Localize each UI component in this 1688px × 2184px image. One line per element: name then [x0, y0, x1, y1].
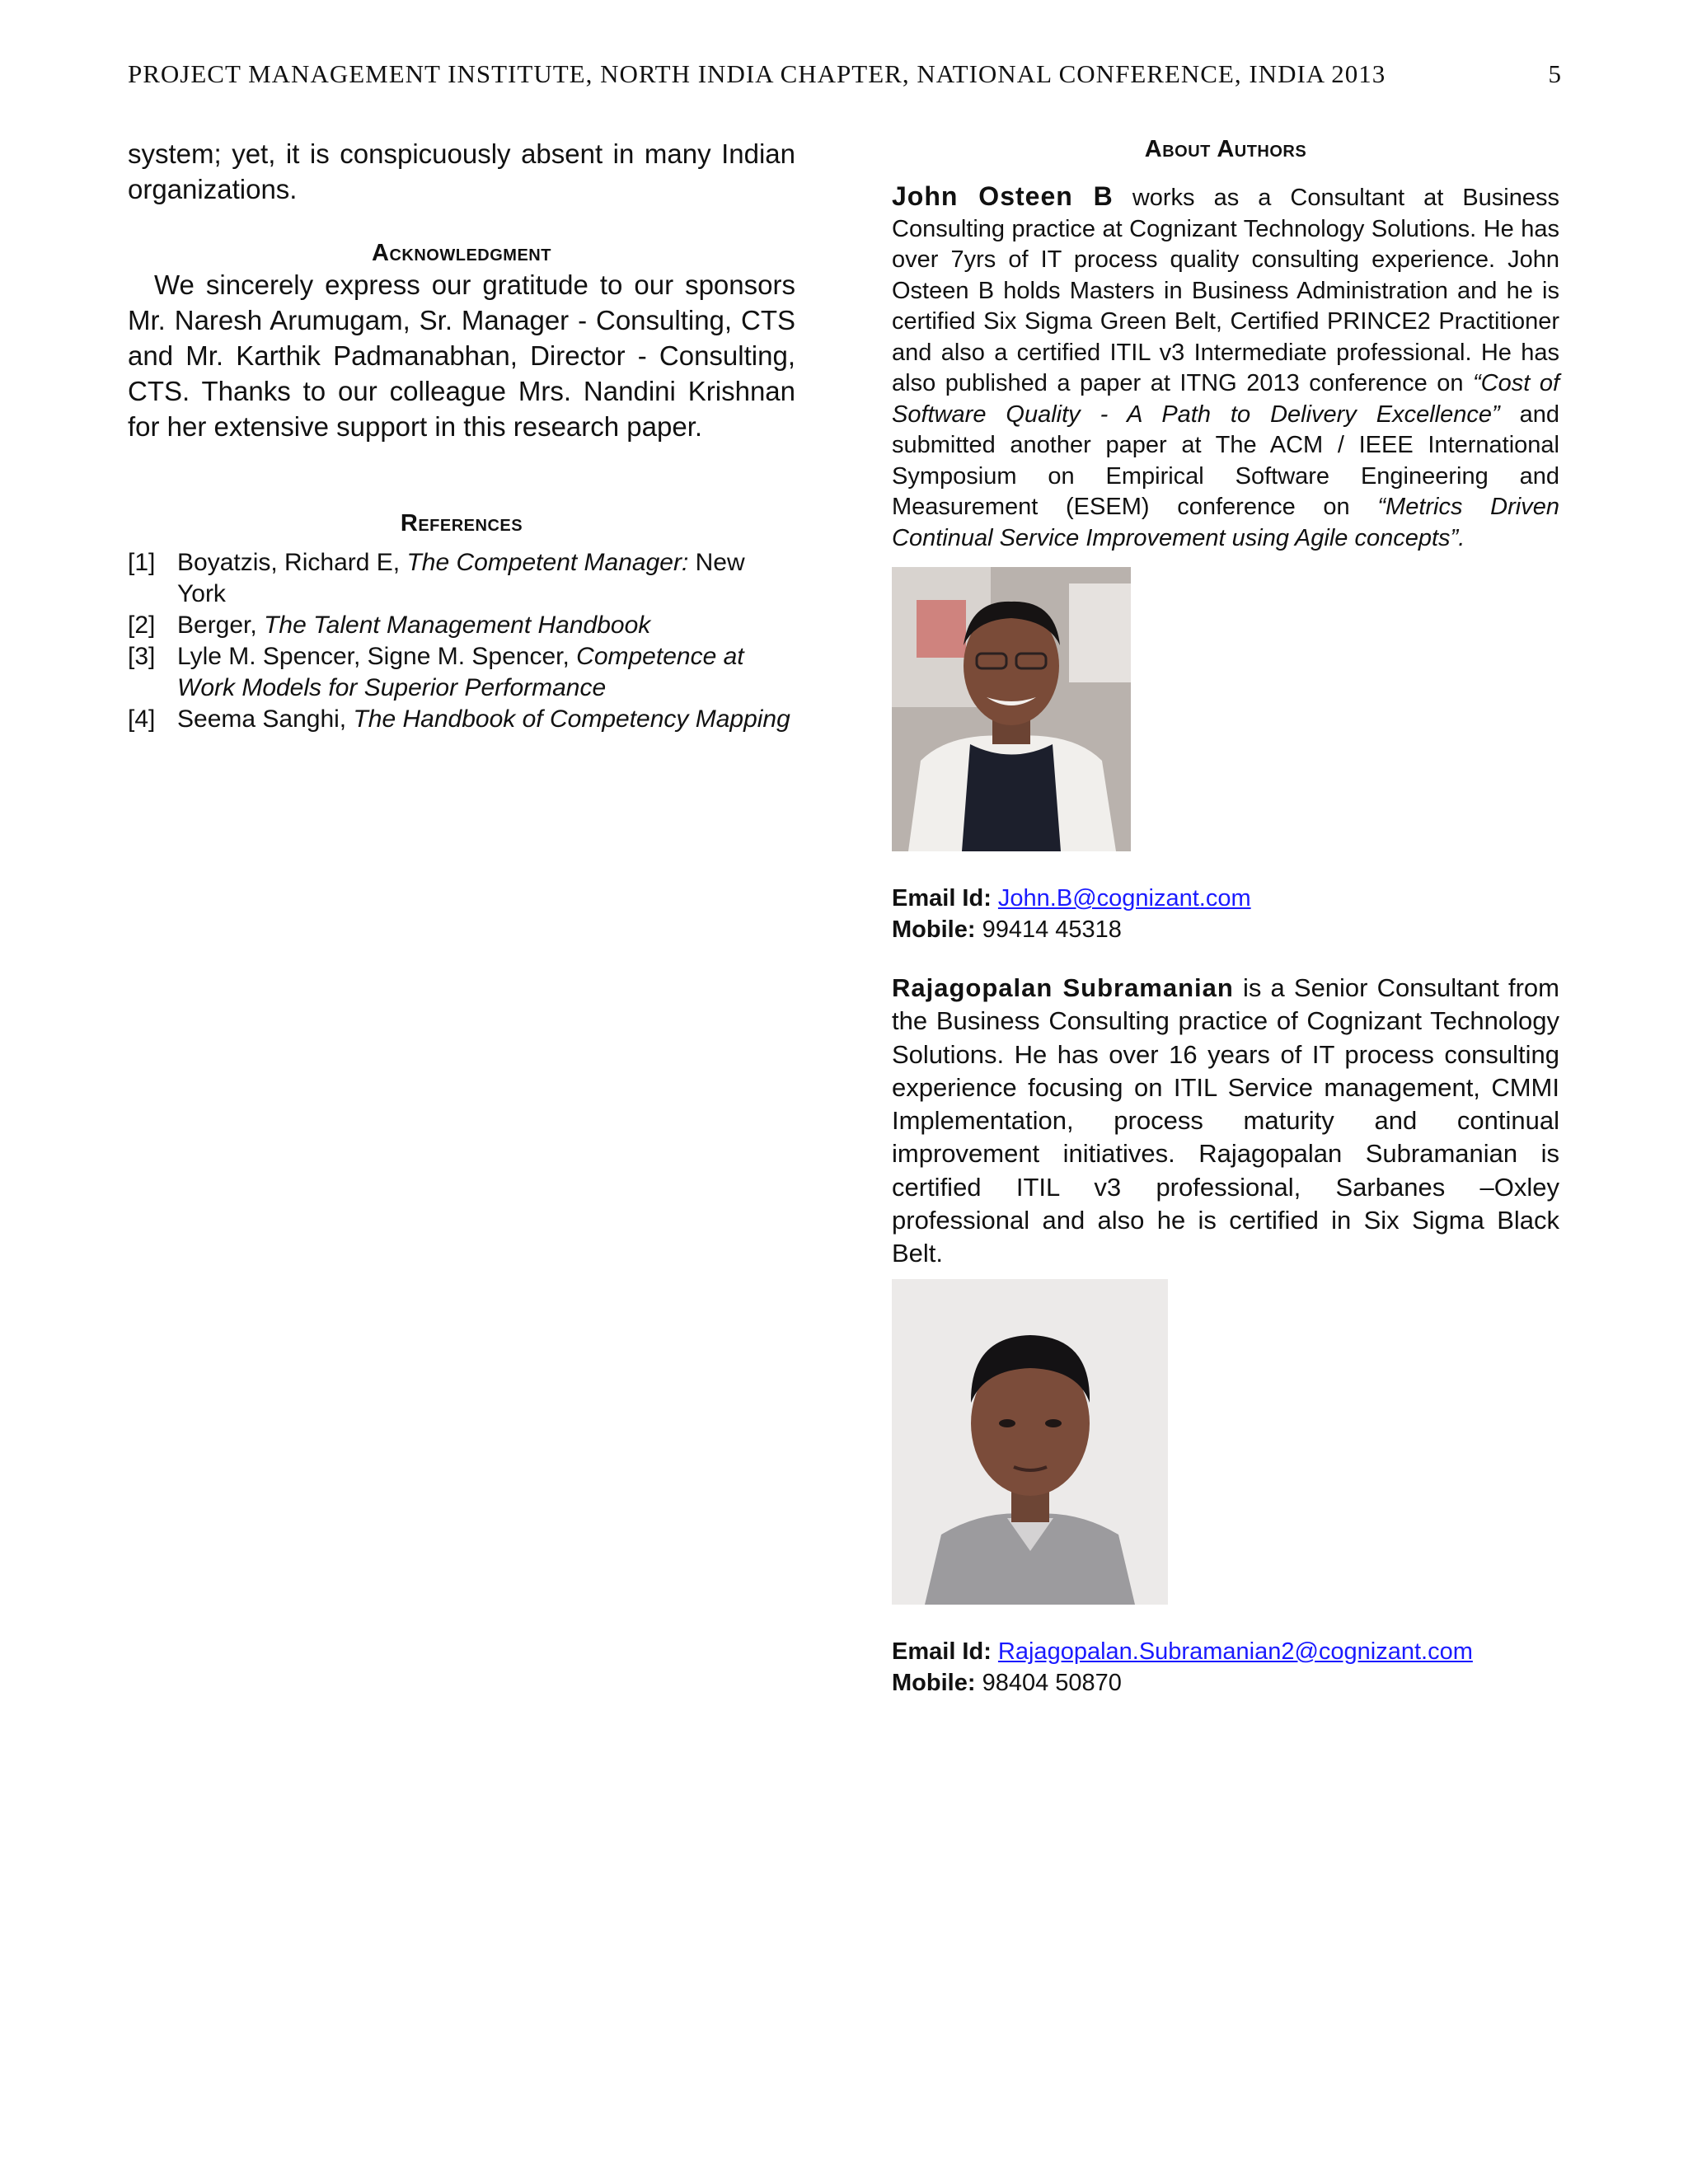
author2-photo — [892, 1279, 1168, 1605]
author2-name: Rajagopalan Subramanian — [892, 973, 1234, 1002]
author1-email-link[interactable]: John.B@cognizant.com — [997, 885, 1251, 912]
references-heading: References — [400, 510, 523, 537]
author1-contact: Email Id: John.B@cognizant.com Mobile: 99414 45318 — [892, 885, 1251, 943]
left-column — [128, 136, 795, 735]
continuation-paragraph: system; yet, it is conspicuously absent in many Indian organizations. — [128, 138, 795, 204]
author2-email-link[interactable]: Rajagopalan.Subramanian2@cognizant.com — [997, 1638, 1473, 1665]
author1-bio: John Osteen B works as a Consultant at Business Consulting practice at Cognizant Technology Solutions. He has over 7yrs of IT process quality consulting experience. John Osteen B holds Masters in Business Administration and he is certified Six Sigma Green Belt, Certified PRINCE2 Practitioner and also a certified ITIL v3 Intermediate professional. He has also published a paper at ITNG 2013 conference on “Cost of Software Quality - A Path to Delivery Excellence” and submitted another paper at The ACM / IEEE International Symposium on Empirical Software Engineering and Measurement (ESEM) conference on “Metrics Driven Continual Service Improvement using Agile concepts”. — [892, 181, 1560, 551]
running-header — [128, 59, 1562, 89]
right-column — [892, 136, 1559, 1699]
author2-mobile: 98404 50870 — [982, 1669, 1122, 1696]
running-title: PROJECT MANAGEMENT INSTITUTE, NORTH INDIA CHAPTER, NATIONAL CONFERENCE, INDIA 2013 — [128, 59, 1386, 88]
author1-name: John Osteen B — [892, 181, 1114, 211]
author2-contact: Email Id: Rajagopalan.Subramanian2@cognizant.com Mobile: 98404 50870 — [892, 1638, 1473, 1696]
acknowledgment-paragraph: We sincerely express our gratitude to our sponsors Mr. Naresh Arumugam, Sr. Manager - Consulting, CTS and Mr. Karthik Padmanabhan, Director - Consulting, CTS. Thanks to our colleague Mrs. Nandini Krishnan for her extensive support in this research paper. — [128, 269, 795, 442]
author1-photo — [892, 567, 1131, 851]
reference-item: [1] Boyatzis, Richard E, The Competent Manager: New York — [128, 549, 745, 607]
reference-item: [2] Berger, The Talent Management Handbook — [128, 612, 651, 639]
reference-item: [4] Seema Sanghi, The Handbook of Competency Mapping — [128, 705, 790, 733]
author1-mobile: 99414 45318 — [982, 916, 1122, 943]
page-number: 5 — [1548, 59, 1562, 88]
author2-bio: Rajagopalan Subramanian is a Senior Consultant from the Business Consulting practice of Cognizant Technology Solutions. He has over 16 years of IT process consulting experience focusing on ITIL Service management, CMMI Implementation, process maturity and continual improvement initiatives. Rajagopalan Subramanian is certified ITIL v3 professional, Sarbanes –Oxley professional and also he is certified in Six Sigma Black Belt. — [892, 973, 1559, 1268]
acknowledgment-heading: Acknowledgment — [372, 240, 551, 266]
about-authors-heading: About Authors — [1144, 136, 1307, 162]
reference-item: [3] Lyle M. Spencer, Signe M. Spencer, Competence at Work Models for Superior Performance — [128, 643, 744, 701]
references-list — [128, 547, 795, 735]
